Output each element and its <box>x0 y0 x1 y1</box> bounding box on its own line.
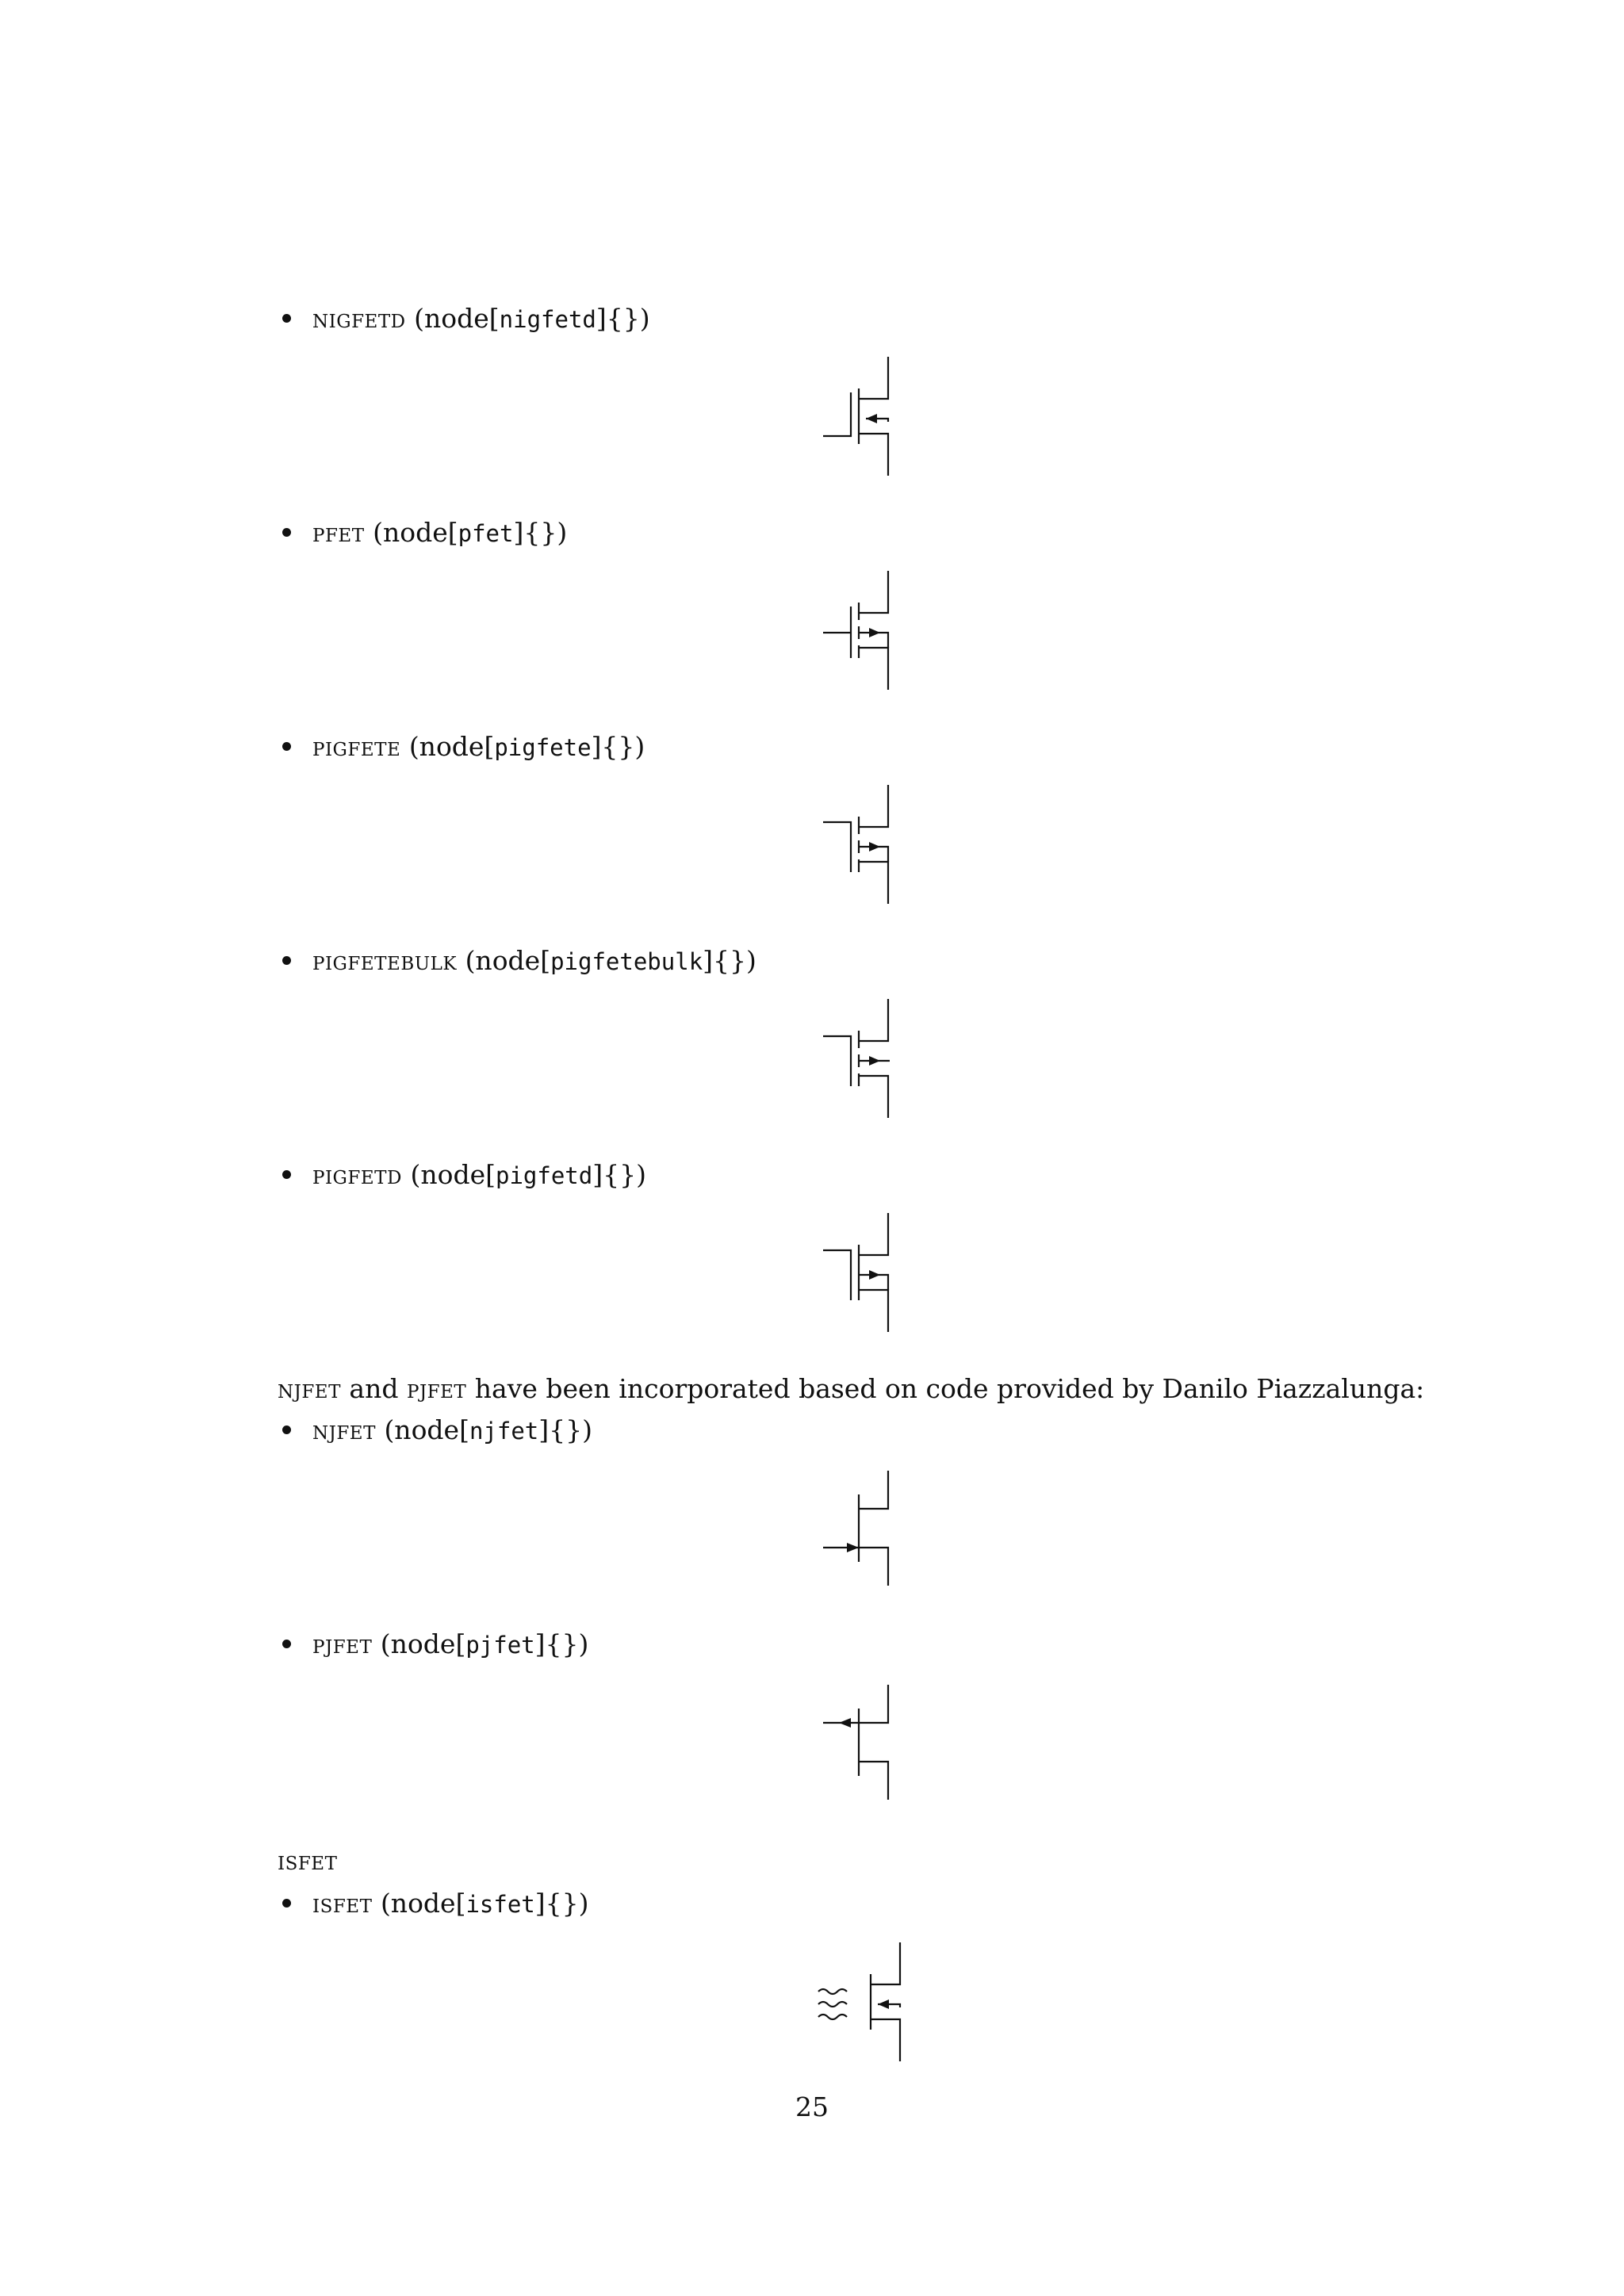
njfet-symbol <box>801 1463 912 1598</box>
isfet-symbol <box>801 1934 920 2069</box>
bullet <box>282 1899 291 1908</box>
bullet <box>282 1170 291 1179</box>
node-prefix: (node[ <box>380 1888 466 1919</box>
pigfetebulk-symbol <box>801 991 912 1126</box>
list-item <box>312 301 650 337</box>
njfet-note <box>278 1372 1424 1406</box>
bullet <box>282 528 291 537</box>
component-name: nigfetd <box>312 303 406 334</box>
node-suffix: ]{}) <box>591 731 645 762</box>
list-item <box>312 1158 646 1193</box>
node-prefix: (node[ <box>465 945 551 976</box>
node-suffix: ]{}) <box>534 1628 589 1659</box>
list-item <box>312 515 567 551</box>
note-and: and <box>340 1373 407 1404</box>
list-item <box>312 1886 589 1922</box>
node-prefix: (node[ <box>414 303 500 334</box>
component-name: pigfete <box>312 731 401 762</box>
component-name: pigfetebulk <box>312 945 458 976</box>
list-item <box>312 1413 592 1448</box>
node-suffix: ]{}) <box>703 945 756 976</box>
component-name: pfet <box>312 517 365 548</box>
node-code: pigfete <box>494 734 592 761</box>
bullet <box>282 1425 291 1434</box>
node-prefix: (node[ <box>380 1628 466 1659</box>
pjfet-symbol <box>801 1677 912 1812</box>
note-rest: have been incorporated based on code provided by Danilo Piazzalunga: <box>466 1373 1425 1404</box>
note-name-pjfet: pjfet <box>406 1373 467 1404</box>
bullet <box>282 956 291 965</box>
list-item <box>312 943 756 979</box>
node-prefix: (node[ <box>408 731 495 762</box>
node-code: pigfetd <box>496 1162 593 1189</box>
bullet <box>282 1640 291 1648</box>
pigfetd-symbol <box>801 1205 912 1340</box>
node-code: isfet <box>465 1891 535 1918</box>
node-prefix: (node[ <box>373 517 458 548</box>
page-number: 25 <box>795 2091 829 2122</box>
node-prefix: (node[ <box>410 1159 496 1190</box>
node-code: nigfetd <box>499 306 596 333</box>
component-name: njfet <box>312 1414 376 1445</box>
node-suffix: ]{}) <box>538 1414 593 1445</box>
node-code: pigfetebulk <box>550 948 703 975</box>
node-code: njfet <box>469 1418 539 1445</box>
component-name: pjfet <box>312 1628 373 1659</box>
node-suffix: ]{}) <box>592 1159 646 1190</box>
list-item <box>312 1627 588 1663</box>
nigfetd-symbol <box>801 349 912 484</box>
component-name: isfet <box>312 1888 373 1919</box>
node-suffix: ]{}) <box>596 303 650 334</box>
pigfete-symbol <box>801 777 912 912</box>
node-code: pfet <box>458 520 514 547</box>
node-prefix: (node[ <box>384 1414 469 1445</box>
pfet-symbol <box>801 563 912 698</box>
component-name: pigfetd <box>312 1159 402 1190</box>
note-name-njfet: njfet <box>278 1373 341 1404</box>
list-item <box>312 729 645 765</box>
isfet-heading: isfet <box>278 1845 338 1876</box>
bullet <box>282 314 291 323</box>
node-code: pjfet <box>465 1632 535 1659</box>
node-suffix: ]{}) <box>534 1888 589 1919</box>
bullet <box>282 742 291 751</box>
node-suffix: ]{}) <box>513 517 568 548</box>
